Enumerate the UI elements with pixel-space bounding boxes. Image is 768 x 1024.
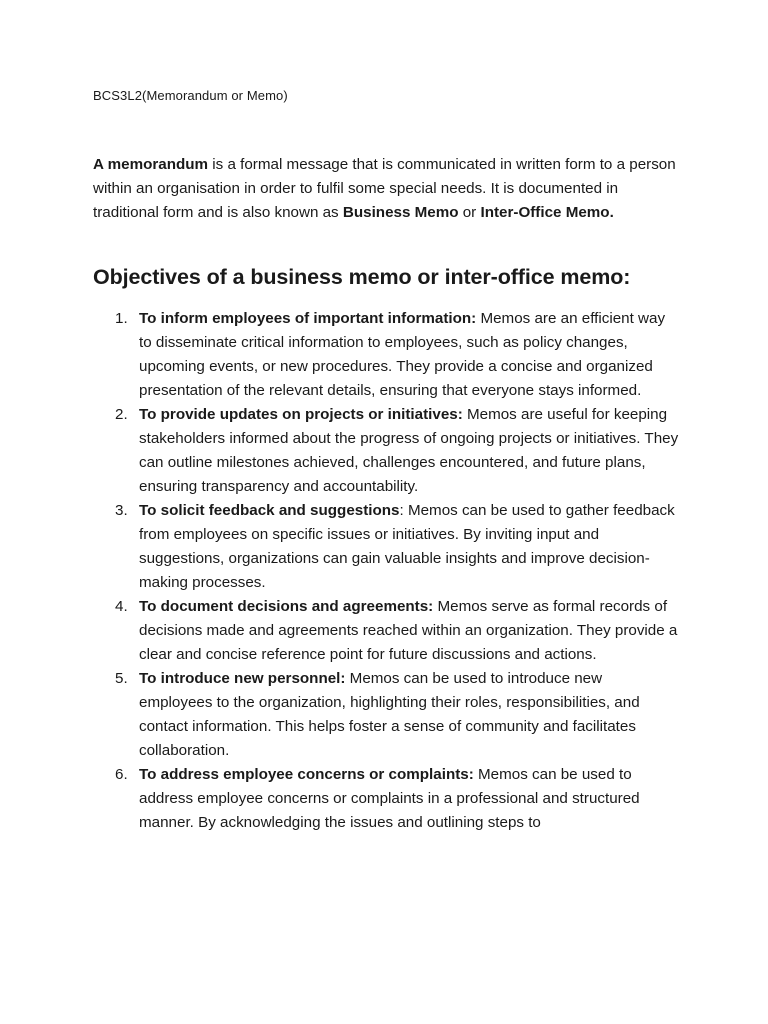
objective-text: Memos can be used to introduce new employees to the organization, highlighting their roles, responsibilities, and contact information. This helps foster a sense of community and facilitates collaboration. [139,670,640,759]
objective-number: 6. [115,766,128,783]
objective-text: : Memos can be used to gather feedback from employees on specific issues or initiatives. By inviting input and suggestions, organizations can gain valuable insights and improve decision-making processes. [139,502,675,591]
objective-number: 2. [115,406,128,423]
objective-text: Memos can be used to address employee concerns or complaints in a professional and structured manner. By acknowledging the issues and outlining steps to [139,766,640,831]
objective-text: Memos are an efficient way to disseminate critical information to employees, such as policy changes, upcoming events, or new procedures. They provide a concise and organized presentation of the relevant details, ensuring that everyone stays informed. [139,310,666,399]
objective-number: 3. [115,502,128,519]
objective-number: 4. [115,598,128,615]
objective-text: Memos are useful for keeping stakeholders informed about the progress of ongoing projects or initiatives. They can outline milestones achieved, challenges encountered, and future plans, ensuring transparency and accountability. [139,406,679,495]
objective-number: 5. [115,670,128,687]
document-header: BCS3L2(Memorandum or Memo) [93,88,288,103]
intro-term-business-memo: Business Memo [342,204,459,221]
objective-lead: To provide updates on projects or initiatives: [139,406,463,423]
objective-text: Memos serve as formal records of decisions made and agreements reached within an organization. They provide a clear and concise reference point for future discussions and actions. [139,598,678,663]
objective-lead: To inform employees of important information: [139,310,477,327]
intro-text-1: is a formal message that is communicated in written form to a person within an organisation in order to fulfil some special needs. It is documented in traditional form and is also known as [93,156,676,221]
objective-lead: To solicit feedback and suggestions [139,502,400,519]
objective-lead: To document decisions and agreements: [139,598,434,615]
intro-term-inter-office-memo: Inter-Office Memo. [480,204,614,221]
intro-text-2: or [458,204,481,221]
objective-number: 1. [115,310,128,327]
objectives-list [0,307,768,835]
objective-item [0,307,679,403]
objective-lead: To introduce new personnel: [139,670,346,687]
section-title: Objectives of a business memo or inter-office memo: [93,265,631,289]
objective-lead: To address employee concerns or complaints: [139,766,474,783]
objective-item [0,763,679,835]
intro-paragraph [93,153,683,225]
objective-item [0,595,679,667]
objective-item [0,667,679,763]
objective-item [0,403,679,499]
objective-item [0,499,679,595]
intro-term: A memorandum [93,156,209,173]
